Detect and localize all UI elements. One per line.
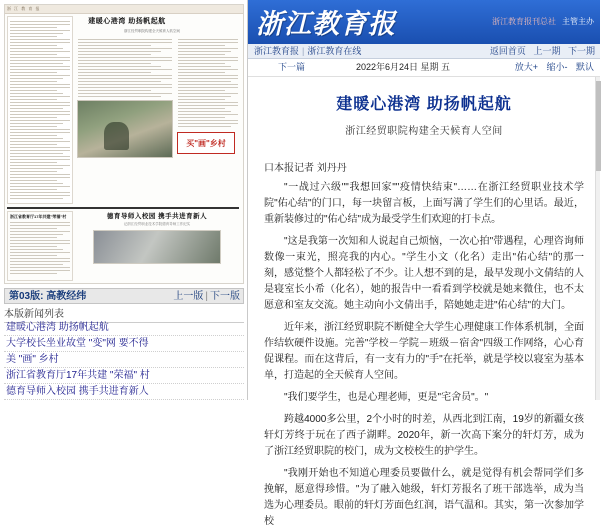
thumbnail-column-left (7, 16, 73, 204)
section-index-header (4, 288, 244, 304)
nav-right-group (485, 44, 595, 58)
thumbnail-text-lines-mid (78, 39, 172, 97)
publisher-role: 主管主办 (562, 17, 594, 26)
list-item[interactable]: 德育导师入校园 携手共进育新人 (4, 384, 244, 400)
page-pager (173, 289, 240, 304)
nav-divider: | (302, 46, 305, 56)
nav-item-paper[interactable]: 浙江教育报 (254, 46, 300, 56)
thumbnail-lower-main-article (77, 211, 237, 281)
scrollbar-thumb[interactable] (596, 81, 601, 171)
site-masthead (248, 0, 600, 44)
article-paragraph: "我刚开始也不知道心理委员要做什么，就是觉得有机会帮同学们多挽解，愿意得珍惜。"为了融入她级，轩灯芳报名了班干部选举，成为当选为心理委员。眼前的轩灯芳面色红润，语气温和。其实，第一次参加学校 (264, 468, 584, 527)
article-body (264, 180, 584, 530)
thumbnail-photo (77, 100, 173, 158)
thumbnail-body (5, 14, 243, 284)
list-item[interactable]: 浙江省教育厅17年共建 "荣福" 村 (4, 368, 244, 384)
page-thumbnail[interactable] (4, 4, 244, 284)
article-paragraph: "这是我第一次知和人说起自己烦恼，一次心拍"带遇程，心理咨询师数像一束光，照亮我的内心。"学生小文（化名）走出"佑心结"的那一刻，感觉整个人都轻松了不少。让人想不到的是，最早发现小文倩结的人是寝室长小希（化名），她的报告中一看看到学校就是她来微住，也不太愿意和室友交流。她主动向小文倩出手，陪她她走进"佑心结"的大门。 (264, 236, 584, 311)
zoom-out-button[interactable]: 缩小- (546, 62, 568, 72)
section-index-subheader: 本版新闻列表 (4, 305, 244, 323)
thumbnail-column-mid (77, 36, 173, 98)
article-paragraph: 跨越4000多公里，2个小时的时差，从西北到江南，19岁的新疆女孩轩灯芳终于玩在了西子湖畔。2020年，新一次高下案分的轩灯芳，成为了浙江经贸职院的校门，成为文校校生的护学生。 (264, 414, 584, 457)
thumbnail-text-lines (10, 21, 70, 199)
next-page-link[interactable]: 下一版 (210, 291, 240, 302)
list-item[interactable]: 美 "画" 乡村 (4, 352, 244, 368)
article-subtitle: 浙江经贸职院构建全天候育人空间 (345, 126, 503, 137)
issue-date: 2022年6月24日 星期 五 (356, 62, 451, 72)
thumbnail-subhead: 浙江经贸职院构建全天候育人软空间 (124, 29, 180, 33)
right-panel (248, 0, 600, 527)
left-panel (0, 0, 248, 400)
site-navbar (248, 44, 600, 59)
list-item[interactable]: 大学校长坐业故堂 "变"网 要不得 (4, 336, 244, 352)
article-index-list (4, 320, 244, 400)
site-title: 浙江教育报 (256, 9, 396, 39)
thumbnail-lower-left-title: 浙江省教育厅17年共建"荣福"村 (10, 214, 67, 219)
zoom-reset-button[interactable]: 默认 (575, 62, 594, 72)
thumbnail-divider (7, 207, 239, 209)
zoom-in-button[interactable]: 放大+ (514, 62, 538, 72)
article-paragraph: "我们要学生，也是心理老师，更是"宅舍员"。" (284, 392, 489, 403)
article-title: 建暖心港湾 助扬帆起航 (336, 96, 512, 113)
list-item[interactable]: 建暖心港湾 助扬帆起航 (4, 320, 244, 336)
next-article-button[interactable]: 下一篇 (278, 62, 306, 72)
thumbnail-column-right (177, 36, 239, 202)
thumbnail-masthead: 浙 江 教 育 报 (5, 5, 243, 14)
thumbnail-stamp-headline: 买"画"乡村 (177, 132, 235, 154)
article-content (248, 77, 600, 527)
nav-next-issue-link[interactable]: 下一期 (567, 46, 595, 56)
vertical-scrollbar[interactable] (595, 77, 600, 400)
zoom-controls (509, 59, 594, 76)
nav-home-link[interactable]: 返回首页 (489, 46, 526, 56)
thumbnail-lower-left-lines (10, 222, 70, 274)
publisher-name: 浙江教育报刊总社 (492, 17, 556, 26)
thumbnail-text-lines-right (178, 39, 238, 127)
prev-page-link[interactable]: 上一版 (173, 291, 204, 302)
article-paragraph: 近年来，浙江经贸职院不断健全大学生心理健康工作体系机制，全面作结软硬件设施。完善"学校－学院－班级－宿舍"四级工作网络，心心育促课程。而在这背后，有一支有力的"手"在托举，就是学校以寝室为基本单，打造起的全天候育人空间。 (264, 322, 584, 381)
thumbnail-lower-subhead: 记浙江经贸职业技术学院德育导师工作纪实 (123, 222, 191, 226)
thumbnail-headline: 建暖心港湾 助扬帆起航 (88, 18, 166, 25)
article-paragraph: "一战过六级""我想回家""疫情快结束"……在浙江经贸职业技术学院"佑心结"的门口，每一块留言板，上面写满了学生们的心里话。最近，重新装修过的"佑心结"成为最受学生们欢迎的打卡点。 (264, 182, 584, 225)
thumbnail-lower-left-article (7, 211, 73, 281)
thumbnail-lower-headline: 德育导师入校园 携手共进育新人 (106, 213, 208, 220)
article-toolbar (248, 59, 600, 77)
pager-separator: | (205, 291, 208, 302)
nav-item-online[interactable]: 浙江教育在线 (307, 46, 362, 56)
masthead-publisher (492, 16, 594, 27)
article-byline: 口本报记者 刘丹丹 (264, 163, 347, 174)
nav-prev-issue-link[interactable]: 上一期 (533, 46, 561, 56)
thumbnail-lower-photo (93, 230, 221, 264)
section-index-title: 第03版: 高教经纬 (9, 291, 87, 302)
